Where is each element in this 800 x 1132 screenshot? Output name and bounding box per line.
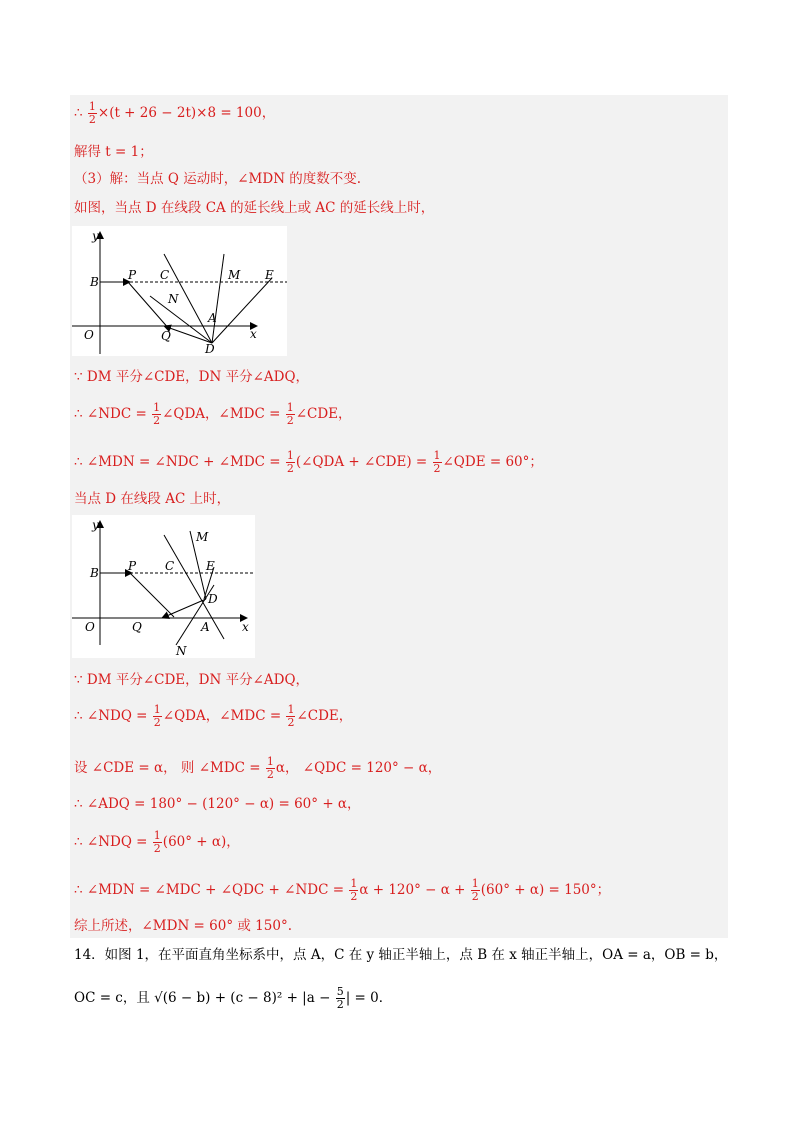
- fig2-label-c: C: [165, 559, 175, 573]
- case1-intro: 如图，当点 D 在线段 CA 的延长线上或 AC 的延长线上时，: [74, 200, 435, 216]
- fig2-label-o: O: [85, 620, 95, 634]
- fig1-label-c: C: [160, 268, 170, 282]
- eq-line-2: ∴ ∠NDC = $\frac{1}{2}$ ∠QDA，∠MDC = $\frac{1}{2}$ ∠CDE，: [74, 401, 352, 427]
- figure-case-1: [72, 226, 287, 356]
- figure-case-2: [72, 515, 255, 658]
- fig2-label-e: E: [206, 559, 215, 573]
- fig1-label-x: x: [250, 327, 257, 341]
- seg-pq: [130, 573, 174, 617]
- fig2-label-m: M: [196, 530, 209, 544]
- fig2-label-q: Q: [132, 620, 142, 634]
- fig1-label-m: M: [228, 268, 241, 282]
- fig1-label-e: E: [265, 268, 274, 282]
- problem-14-line-2: OC = c，且 √(6 − b) + (c − 8)² + |a − $\frac{5}{2}$ | = 0．: [74, 985, 393, 1011]
- fig2-label-d: D: [208, 592, 218, 606]
- fig2-label-a: A: [201, 620, 210, 634]
- figure-1-svg: [72, 226, 287, 356]
- problem-14-line-1: 14．如图 1，在平面直角坐标系中，点 A，C 在 y 轴正半轴上，点 B 在 x 轴正半轴上，OA = a，OB = b，: [74, 947, 728, 963]
- case2-intro: 当点 D 在线段 AC 上时，: [74, 491, 231, 507]
- fig1-label-d: D: [205, 342, 215, 356]
- part3-heading: （3）解：当点 Q 运动时，∠MDN 的度数不变.: [74, 171, 362, 187]
- eq-line-8: ∴ ∠MDN = ∠MDC + ∠QDC + ∠NDC = $\frac{1}{2}$ α + 120° − α + $\frac{1}{2}$ (60° + α) = 150°；: [74, 877, 611, 903]
- eq-line-1: ∴ $\frac{1}{2}$ ×(t + 26 − 2t)×8 = 100，: [74, 100, 276, 126]
- conclusion-line: 综上所述，∠MDN = 60° 或 150°.: [74, 918, 292, 934]
- eq-line-3: ∴ ∠MDN = ∠NDC + ∠MDC = $\frac{1}{2}$ (∠QDA + ∠CDE) = $\frac{1}{2}$ ∠QDE = 60°；: [74, 449, 543, 475]
- fig1-label-p: P: [128, 268, 137, 282]
- eq-line-4: ∴ ∠NDQ = $\frac{1}{2}$ ∠QDA，∠MDC = $\frac{1}{2}$ ∠CDE，: [74, 703, 353, 729]
- seg-dq: [164, 326, 212, 343]
- fig1-label-a: A: [208, 311, 217, 325]
- fig2-label-p: P: [128, 559, 137, 573]
- seg-ed: [212, 278, 272, 343]
- fig1-label-y: y: [92, 229, 99, 243]
- seg-md: [212, 254, 224, 343]
- given-line-1: ∵ DM 平分∠CDE，DN 平分∠ADQ，: [74, 369, 310, 385]
- fig1-label-q: Q: [161, 329, 171, 343]
- eq-line-5: 设 ∠CDE = α， 则 ∠MDC = $\frac{1}{2}$ α， ∠QDC = 120° − α，: [74, 755, 442, 781]
- solve-line: 解得 t = 1；: [74, 144, 153, 160]
- fig2-label-y: y: [92, 518, 99, 532]
- fig2-label-n: N: [176, 644, 187, 658]
- seg-nd: [150, 296, 212, 343]
- fig2-label-x: x: [242, 620, 249, 634]
- fig1-label-o: O: [84, 328, 94, 342]
- given-line-2: ∵ DM 平分∠CDE，DN 平分∠ADQ，: [74, 672, 310, 688]
- fig1-label-n: N: [168, 292, 179, 306]
- eq-line-7: ∴ ∠NDQ = $\frac{1}{2}$ (60° + α)，: [74, 829, 240, 855]
- figure-2-svg: [72, 515, 255, 658]
- fig1-label-b: B: [90, 275, 99, 289]
- seg-ca: [164, 535, 224, 639]
- fig2-label-b: B: [90, 566, 99, 580]
- eq-line-6: ∴ ∠ADQ = 180° − (120° − α) = 60° + α，: [74, 796, 361, 812]
